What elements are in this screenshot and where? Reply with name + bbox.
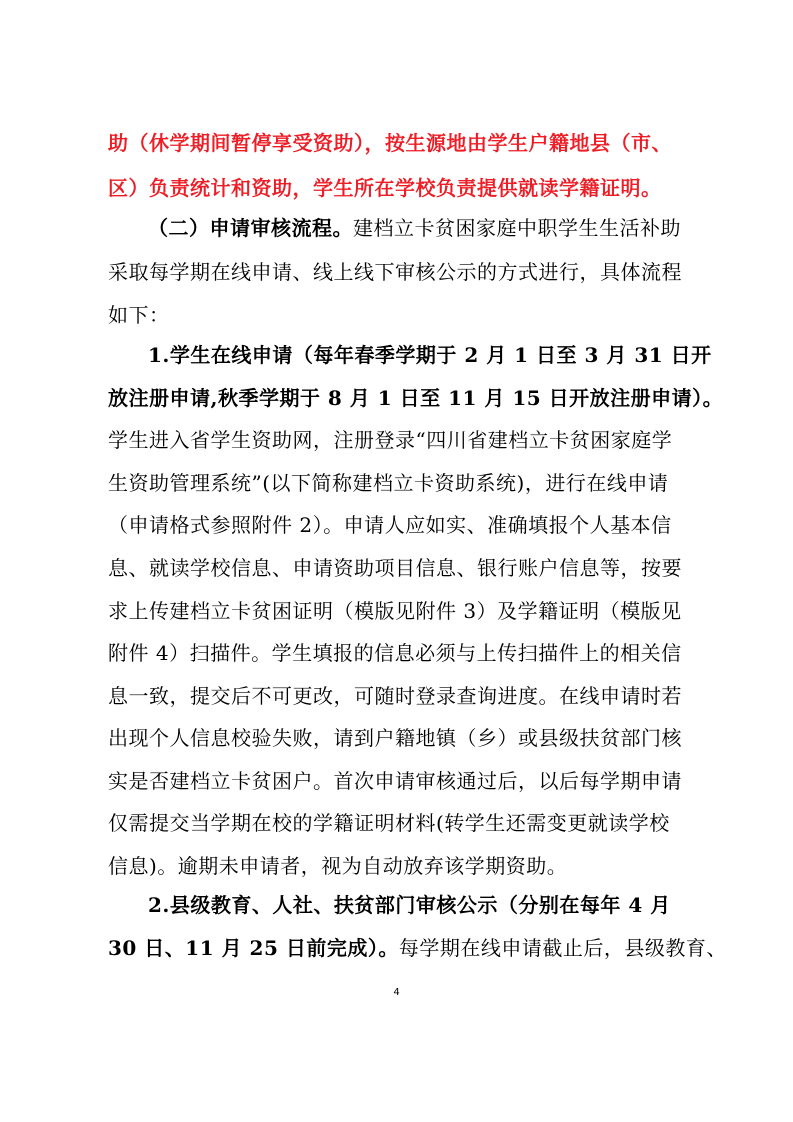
text-line-13: 附件 4）扫描件。学生填报的信息必须与上传扫描件上的相关信 — [108, 641, 682, 665]
text-line-5: 如下： — [108, 303, 170, 327]
step-2-heading-tail: 30 日、11 月 25 日前完成）。 — [108, 936, 399, 960]
text-line-10: （申请格式参照附件 2）。申请人应如实、准确填报个人基本信 — [108, 513, 672, 537]
text-line-2: 区）负责统计和资助，学生所在学校负责提供就读学籍证明。 — [108, 176, 662, 200]
step-1-heading-line-1: 1.学生在线申请（每年春季学期于 2 月 1 日至 3 月 31 日开 — [148, 343, 712, 367]
step-1-heading-line-2: 放注册申请,秋季学期于 8 月 1 日至 11 月 15 日开放注册申请）。 — [108, 386, 724, 410]
text-line-16: 实是否建档立卡贫困户。首次申请审核通过后，以后每学期申请 — [108, 769, 682, 793]
text-line-11: 息、就读学校信息、申请资助项目信息、银行账户信息等，按要 — [108, 556, 682, 580]
text-line-4: 采取每学期在线申请、线上线下审核公示的方式进行，具体流程 — [108, 260, 682, 284]
text-line-9: 生资助管理系统”(以下简称建档立卡资助系统)，进行在线申请 — [108, 471, 669, 495]
step-2-heading-line-2: 30 日、11 月 25 日前完成）。每学期在线申请截止后，县级教育、 — [108, 936, 727, 960]
text-line-1: 助（休学期间暂停享受资助），按生源地由学生户籍地县（市、 — [108, 131, 672, 155]
text-line-8: 学生进入省学生资助网，注册登录“四川省建档立卡贫困家庭学 — [108, 428, 673, 452]
text-line-18: 信息)。逾期未申请者，视为自动放弃该学期资助。 — [108, 854, 568, 878]
step-2-heading-line-1: 2.县级教育、人社、扶贫部门审核公示（分别在每年 4 月 — [148, 893, 671, 917]
text-line-15: 出现个人信息校验失败，请到户籍地镇（乡）或县级扶贫部门核 — [108, 726, 682, 750]
section-heading-line: （二）申请审核流程。建档立卡贫困家庭中职学生生活补助 — [148, 216, 681, 240]
text-line-17: 仅需提交当学期在校的学籍证明材料(转学生还需变更就读学校 — [108, 811, 670, 835]
page-number: 4 — [393, 987, 400, 998]
text-line-12: 求上传建档立卡贫困证明（模版见附件 3）及学籍证明（模版见 — [108, 599, 682, 623]
section-heading: （二）申请审核流程。 — [148, 216, 353, 240]
text-line-14: 息一致，提交后不可更改，可随时登录查询进度。在线申请时若 — [108, 684, 682, 708]
